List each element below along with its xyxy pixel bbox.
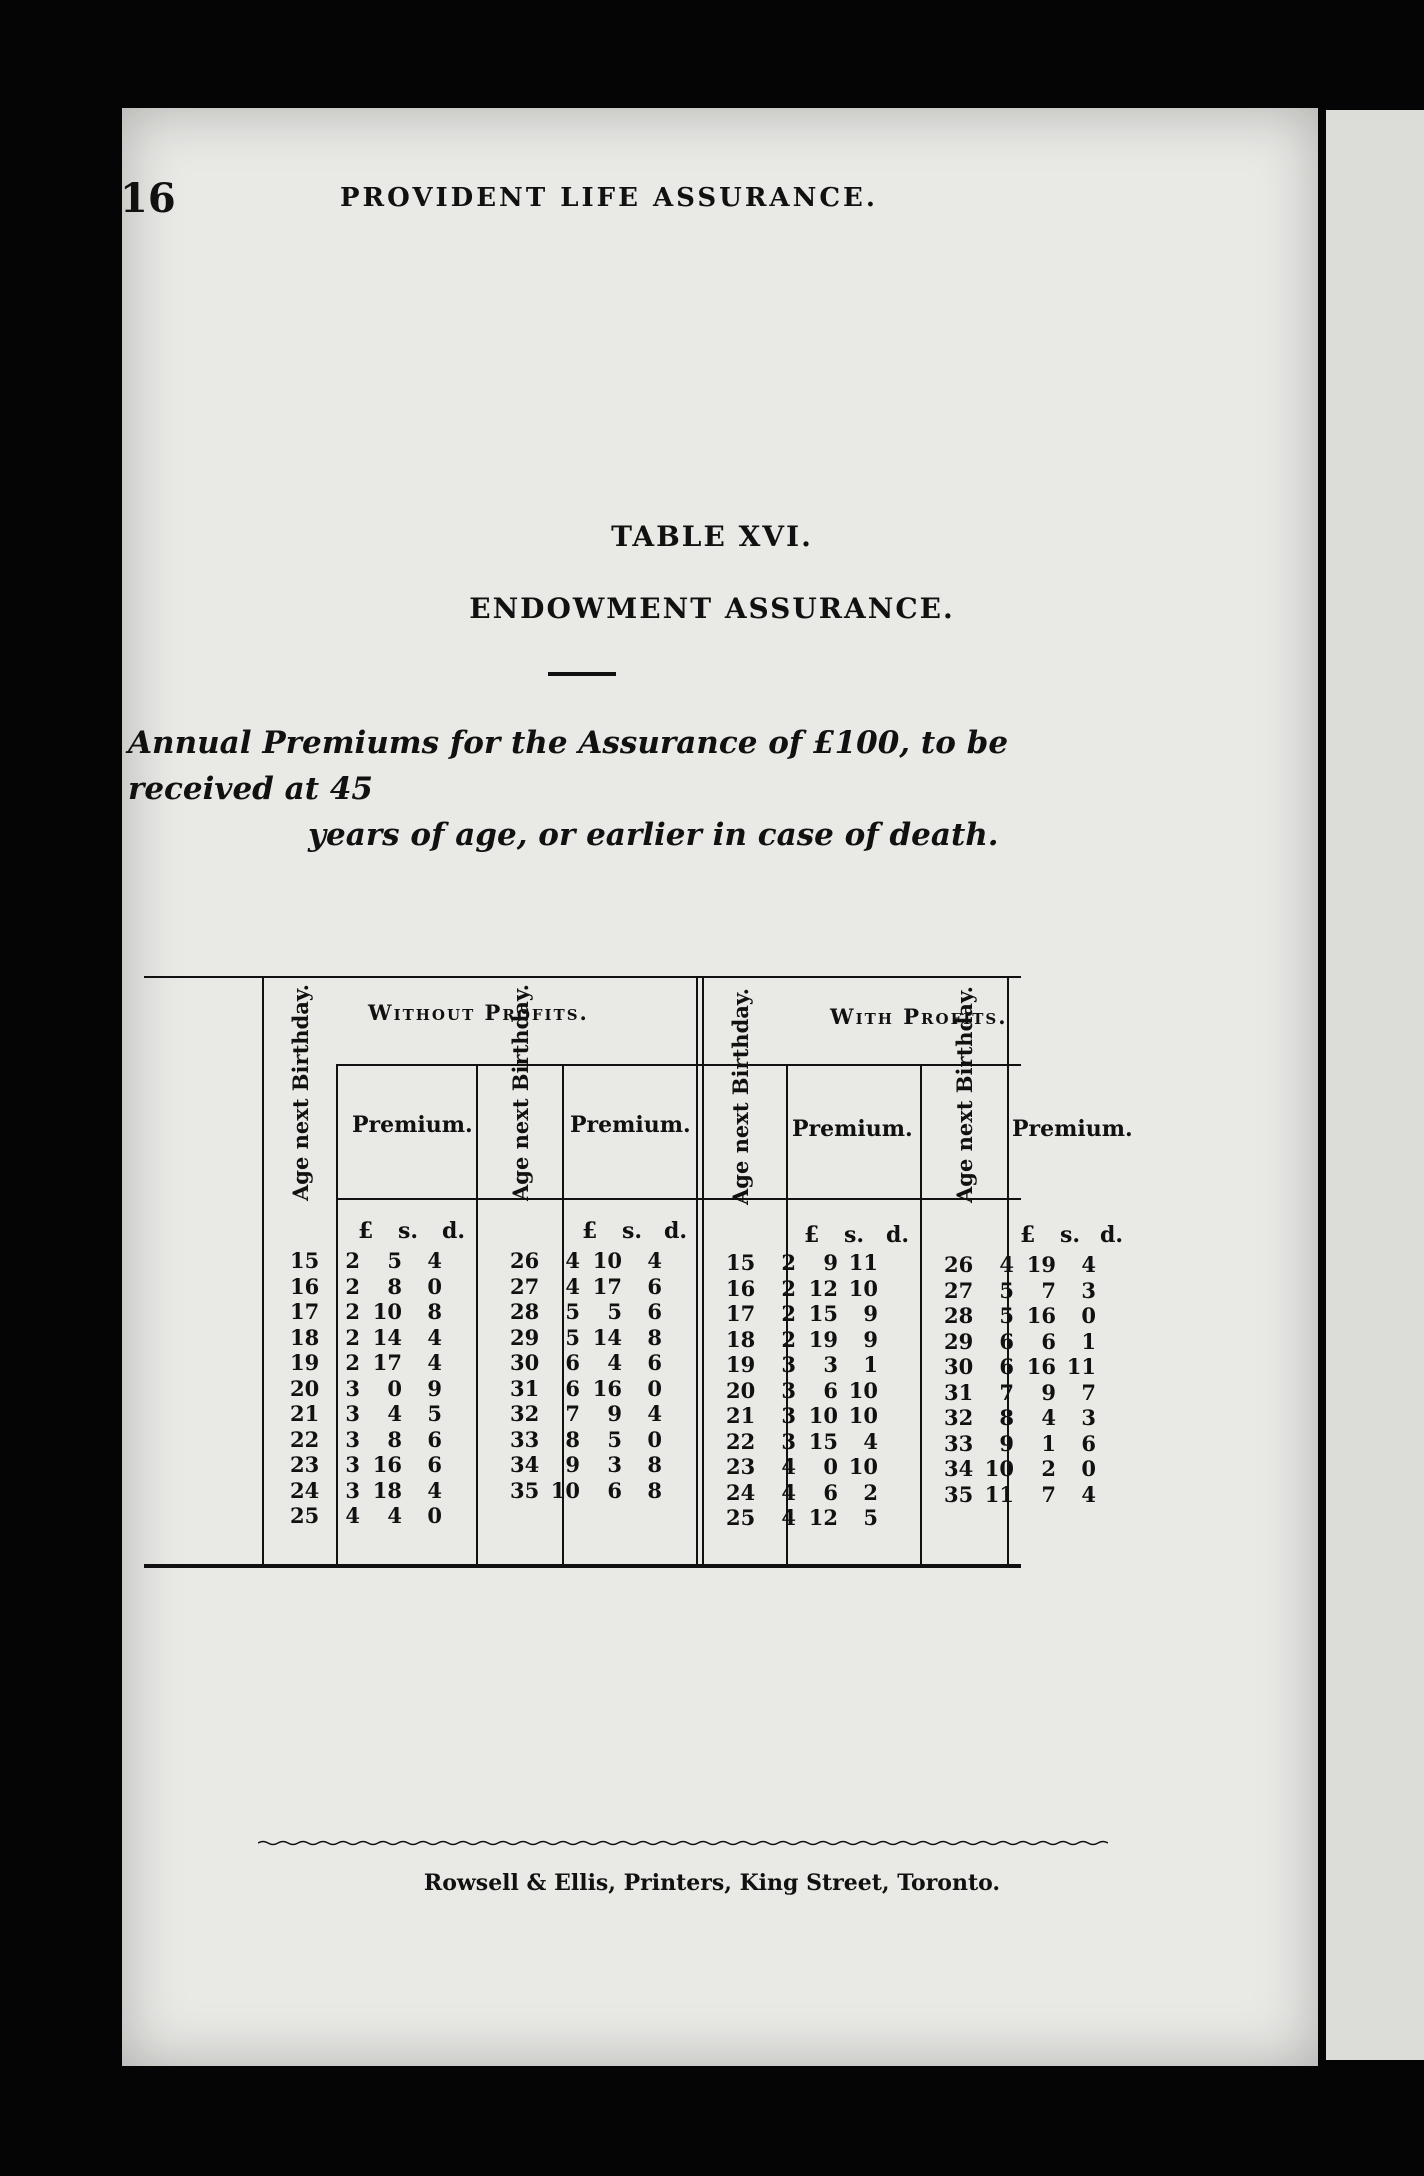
cell-age: 32 xyxy=(510,1401,540,1426)
cell-shillings: 17 xyxy=(372,1350,402,1375)
cell-pounds: 4 xyxy=(565,1273,580,1299)
cell-pence: 2 xyxy=(863,1479,878,1505)
cell-shillings: 1 xyxy=(1041,1430,1056,1456)
table-row xyxy=(726,1327,878,1353)
unit-pence: d. xyxy=(442,1218,466,1244)
premium-header: Premium. xyxy=(792,1116,913,1142)
table-row xyxy=(944,1354,1096,1380)
cell-age: 35 xyxy=(510,1477,540,1503)
cell-age: 21 xyxy=(726,1403,756,1428)
cell-shillings: 4 xyxy=(607,1350,622,1375)
cell-pence: 0 xyxy=(1081,1303,1096,1328)
table-row xyxy=(726,1429,878,1455)
cell-pounds: 5 xyxy=(999,1277,1014,1303)
cell-pounds: 2 xyxy=(781,1250,796,1275)
cell-shillings: 7 xyxy=(1041,1277,1056,1303)
table-row xyxy=(944,1303,1096,1329)
cell-pounds: 3 xyxy=(345,1426,360,1452)
cell-pounds: 3 xyxy=(345,1477,360,1503)
cell-pence: 6 xyxy=(647,1299,662,1324)
table-row xyxy=(510,1299,662,1325)
cell-pounds: 6 xyxy=(565,1375,580,1401)
cell-shillings: 9 xyxy=(607,1401,622,1426)
cell-pounds: 4 xyxy=(999,1252,1014,1277)
cell-pounds: 2 xyxy=(345,1350,360,1375)
cell-shillings: 4 xyxy=(387,1401,402,1426)
unit-shilling: s. xyxy=(844,1222,865,1248)
cell-pounds: 4 xyxy=(345,1503,360,1528)
table-row xyxy=(290,1452,442,1478)
cell-pence: 3 xyxy=(1081,1405,1096,1430)
cell-pounds: 2 xyxy=(345,1248,360,1273)
table-row xyxy=(944,1456,1096,1482)
cell-pounds: 4 xyxy=(781,1454,796,1479)
cell-pence: 9 xyxy=(427,1375,442,1401)
cell-pounds: 2 xyxy=(345,1324,360,1350)
cell-pence: 10 xyxy=(848,1454,878,1479)
table-row xyxy=(290,1478,442,1504)
unit-pound: £ xyxy=(804,1222,820,1248)
table-row xyxy=(510,1350,662,1376)
cell-pounds: 4 xyxy=(565,1248,580,1273)
cell-age: 22 xyxy=(290,1426,320,1452)
cell-age: 33 xyxy=(510,1426,540,1452)
cell-age: 26 xyxy=(944,1252,974,1277)
table-row xyxy=(726,1301,878,1327)
table-row xyxy=(944,1482,1096,1508)
cell-pounds: 3 xyxy=(781,1403,796,1428)
cell-pounds: 5 xyxy=(565,1299,580,1324)
cell-pence: 0 xyxy=(427,1273,442,1299)
cell-pence: 5 xyxy=(427,1401,442,1426)
cell-age: 21 xyxy=(290,1401,320,1426)
cell-pence: 8 xyxy=(647,1324,662,1350)
cell-shillings: 5 xyxy=(607,1426,622,1452)
cell-pounds: 6 xyxy=(999,1328,1014,1354)
cell-age: 17 xyxy=(290,1299,320,1324)
cell-age: 20 xyxy=(290,1375,320,1401)
age-header: Age next Birthday. xyxy=(508,984,533,1201)
with-profits-ages-26-35 xyxy=(944,1252,1096,1507)
cell-pence: 6 xyxy=(427,1426,442,1452)
cell-shillings: 10 xyxy=(372,1299,402,1324)
table-row xyxy=(944,1431,1096,1457)
cell-shillings: 5 xyxy=(387,1248,402,1273)
cell-pence: 0 xyxy=(1081,1456,1096,1481)
cell-age: 28 xyxy=(944,1303,974,1328)
cell-pence: 4 xyxy=(863,1428,878,1454)
cell-age: 23 xyxy=(290,1452,320,1477)
premium-header: Premium. xyxy=(352,1112,473,1138)
cell-pence: 4 xyxy=(427,1324,442,1350)
table-row xyxy=(944,1380,1096,1406)
table-title: TABLE XVI. xyxy=(611,520,813,553)
with-profits-ages-15-25 xyxy=(726,1250,878,1531)
cell-shillings: 15 xyxy=(808,1428,838,1454)
cell-pounds: 9 xyxy=(565,1452,580,1477)
unit-pence: d. xyxy=(1100,1222,1124,1248)
table-row xyxy=(290,1350,442,1376)
cell-pence: 3 xyxy=(1081,1277,1096,1303)
cell-age: 23 xyxy=(726,1454,756,1479)
cell-age: 28 xyxy=(510,1299,540,1324)
cell-pounds: 9 xyxy=(999,1430,1014,1456)
cell-pence: 7 xyxy=(1081,1379,1096,1405)
cell-pence: 6 xyxy=(647,1350,662,1375)
premium-header: Premium. xyxy=(570,1112,691,1138)
cell-shillings: 16 xyxy=(1026,1303,1056,1328)
cell-age: 26 xyxy=(510,1248,540,1273)
cell-pence: 9 xyxy=(863,1301,878,1326)
table-row xyxy=(944,1405,1096,1431)
cell-pounds: 4 xyxy=(781,1479,796,1505)
cell-age: 16 xyxy=(726,1275,756,1301)
cell-age: 29 xyxy=(944,1328,974,1354)
cell-pounds: 3 xyxy=(345,1375,360,1401)
cell-age: 30 xyxy=(510,1350,540,1375)
table-row xyxy=(510,1248,662,1274)
cell-pounds: 8 xyxy=(565,1426,580,1452)
cell-pence: 6 xyxy=(1081,1430,1096,1456)
cell-pounds: 10 xyxy=(550,1477,580,1503)
cell-age: 31 xyxy=(510,1375,540,1401)
cell-age: 33 xyxy=(944,1430,974,1456)
cell-age: 15 xyxy=(726,1250,756,1275)
cell-pounds: 5 xyxy=(999,1303,1014,1328)
without-profits-ages-26-35 xyxy=(510,1248,662,1503)
cell-pence: 4 xyxy=(427,1350,442,1375)
table-row xyxy=(726,1378,878,1404)
table-row xyxy=(726,1505,878,1531)
cell-shillings: 14 xyxy=(372,1324,402,1350)
table-row xyxy=(290,1503,442,1529)
cell-age: 15 xyxy=(290,1248,320,1273)
cell-age: 35 xyxy=(944,1481,974,1507)
table-row xyxy=(510,1274,662,1300)
cell-shillings: 6 xyxy=(823,1479,838,1505)
cell-shillings: 19 xyxy=(1026,1252,1056,1277)
unit-pence: d. xyxy=(664,1218,688,1244)
cell-shillings: 3 xyxy=(607,1452,622,1477)
cell-pence: 10 xyxy=(848,1403,878,1428)
table-row xyxy=(290,1401,442,1427)
cell-age: 19 xyxy=(290,1350,320,1375)
unit-pound: £ xyxy=(582,1218,598,1244)
cell-pence: 8 xyxy=(647,1452,662,1477)
cell-age: 34 xyxy=(510,1452,540,1477)
unit-shilling: s. xyxy=(398,1218,419,1244)
table-row xyxy=(510,1376,662,1402)
cell-pence: 6 xyxy=(427,1452,442,1477)
cell-pounds: 3 xyxy=(781,1352,796,1377)
without-profits-ages-15-25 xyxy=(290,1248,442,1529)
group-header-without-profits: Without Profits. xyxy=(368,1000,589,1025)
cell-pounds: 5 xyxy=(565,1324,580,1350)
unit-shilling: s. xyxy=(1060,1222,1081,1248)
table-row xyxy=(726,1250,878,1276)
cell-shillings: 3 xyxy=(823,1352,838,1377)
cell-age: 34 xyxy=(944,1456,974,1481)
cell-shillings: 6 xyxy=(1041,1328,1056,1354)
cell-shillings: 5 xyxy=(607,1299,622,1324)
cell-pence: 4 xyxy=(1081,1252,1096,1277)
cell-shillings: 18 xyxy=(372,1477,402,1503)
group-header-with-profits: With Profits. xyxy=(830,1004,1008,1029)
cell-shillings: 2 xyxy=(1041,1456,1056,1481)
caption-line-1: Annual Premiums for the Assurance of £100, to be received at 45 xyxy=(128,725,1009,807)
cell-shillings: 10 xyxy=(592,1248,622,1273)
cell-age: 17 xyxy=(726,1301,756,1326)
cell-shillings: 8 xyxy=(387,1273,402,1299)
cell-pence: 11 xyxy=(848,1250,878,1275)
cell-age: 25 xyxy=(726,1505,756,1530)
cell-age: 32 xyxy=(944,1405,974,1430)
cell-shillings: 16 xyxy=(372,1452,402,1477)
cell-age: 24 xyxy=(726,1479,756,1505)
cell-pence: 10 xyxy=(848,1275,878,1301)
table-row xyxy=(726,1454,878,1480)
cell-pounds: 11 xyxy=(984,1481,1014,1507)
cell-shillings: 16 xyxy=(1026,1354,1056,1379)
cell-pounds: 7 xyxy=(999,1379,1014,1405)
cell-pounds: 6 xyxy=(565,1350,580,1375)
table-row xyxy=(510,1401,662,1427)
cell-pence: 11 xyxy=(1066,1354,1096,1379)
cell-shillings: 6 xyxy=(607,1477,622,1503)
cell-age: 20 xyxy=(726,1377,756,1403)
cell-pence: 9 xyxy=(863,1326,878,1352)
cell-shillings: 0 xyxy=(823,1454,838,1479)
cell-shillings: 10 xyxy=(808,1403,838,1428)
cell-shillings: 9 xyxy=(1041,1379,1056,1405)
cell-age: 27 xyxy=(510,1273,540,1299)
cell-pounds: 2 xyxy=(345,1273,360,1299)
unit-pound: £ xyxy=(358,1218,374,1244)
cell-pence: 4 xyxy=(647,1248,662,1273)
cell-pounds: 4 xyxy=(781,1505,796,1530)
table-row xyxy=(290,1325,442,1351)
cell-shillings: 14 xyxy=(592,1324,622,1350)
cell-pounds: 3 xyxy=(781,1428,796,1454)
cell-pence: 4 xyxy=(427,1477,442,1503)
cell-age: 24 xyxy=(290,1477,320,1503)
cell-pounds: 2 xyxy=(781,1301,796,1326)
cell-shillings: 19 xyxy=(808,1326,838,1352)
cell-pence: 8 xyxy=(647,1477,662,1503)
table-row xyxy=(726,1276,878,1302)
cell-pence: 8 xyxy=(427,1299,442,1324)
cell-shillings: 16 xyxy=(592,1375,622,1401)
table-row xyxy=(290,1427,442,1453)
cell-pence: 0 xyxy=(647,1375,662,1401)
cell-age: 22 xyxy=(726,1428,756,1454)
table-subtitle: ENDOWMENT ASSURANCE. xyxy=(469,592,955,625)
cell-shillings: 8 xyxy=(387,1426,402,1452)
cell-age: 18 xyxy=(726,1326,756,1352)
table-row xyxy=(290,1299,442,1325)
table-row xyxy=(726,1480,878,1506)
cell-age: 18 xyxy=(290,1324,320,1350)
cell-shillings: 12 xyxy=(808,1275,838,1301)
cell-shillings: 15 xyxy=(808,1301,838,1326)
cell-age: 25 xyxy=(290,1503,320,1528)
cell-pounds: 8 xyxy=(999,1405,1014,1430)
cell-shillings: 9 xyxy=(823,1250,838,1275)
table-row xyxy=(290,1274,442,1300)
cell-pence: 4 xyxy=(1081,1481,1096,1507)
cell-shillings: 6 xyxy=(823,1377,838,1403)
cell-pence: 1 xyxy=(1081,1328,1096,1354)
table-row xyxy=(944,1278,1096,1304)
table-row xyxy=(726,1403,878,1429)
table-row xyxy=(290,1248,442,1274)
cell-pence: 4 xyxy=(647,1401,662,1426)
cell-pounds: 10 xyxy=(984,1456,1014,1481)
caption-line-2: years of age, or earlier in case of death. xyxy=(308,817,999,853)
running-head: PROVIDENT LIFE ASSURANCE. xyxy=(340,183,878,213)
table-row xyxy=(944,1252,1096,1278)
cell-shillings: 4 xyxy=(387,1503,402,1528)
table-row xyxy=(944,1329,1096,1355)
cell-age: 16 xyxy=(290,1273,320,1299)
cell-pence: 1 xyxy=(863,1352,878,1377)
table-row xyxy=(726,1352,878,1378)
age-header: Age next Birthday. xyxy=(728,988,753,1205)
age-header: Age next Birthday. xyxy=(288,984,313,1201)
cell-pounds: 2 xyxy=(781,1275,796,1301)
cell-pence: 6 xyxy=(647,1273,662,1299)
cell-pence: 5 xyxy=(863,1505,878,1530)
cell-shillings: 0 xyxy=(387,1375,402,1401)
cell-pounds: 3 xyxy=(345,1401,360,1426)
unit-pence: d. xyxy=(886,1222,910,1248)
cell-pounds: 7 xyxy=(565,1401,580,1426)
cell-age: 29 xyxy=(510,1324,540,1350)
cell-pence: 10 xyxy=(848,1377,878,1403)
cell-age: 30 xyxy=(944,1354,974,1379)
cell-age: 31 xyxy=(944,1379,974,1405)
cell-age: 27 xyxy=(944,1277,974,1303)
cell-age: 19 xyxy=(726,1352,756,1377)
cell-pence: 0 xyxy=(427,1503,442,1528)
cell-pence: 4 xyxy=(427,1248,442,1273)
cell-pounds: 3 xyxy=(781,1377,796,1403)
cell-shillings: 12 xyxy=(808,1505,838,1530)
cell-pounds: 2 xyxy=(345,1299,360,1324)
cell-pounds: 3 xyxy=(345,1452,360,1477)
unit-pound: £ xyxy=(1020,1222,1036,1248)
table-row xyxy=(510,1427,662,1453)
table-row xyxy=(290,1376,442,1402)
table-row xyxy=(510,1452,662,1478)
cell-pounds: 2 xyxy=(781,1326,796,1352)
page-number: 16 xyxy=(120,175,176,222)
cell-shillings: 7 xyxy=(1041,1481,1056,1507)
cell-shillings: 17 xyxy=(592,1273,622,1299)
premium-header: Premium. xyxy=(1012,1116,1133,1142)
cell-pounds: 6 xyxy=(999,1354,1014,1379)
footer-wavy-rule xyxy=(258,1840,1108,1846)
cell-pence: 0 xyxy=(647,1426,662,1452)
age-header: Age next Birthday. xyxy=(952,986,977,1203)
table-row xyxy=(510,1325,662,1351)
unit-shilling: s. xyxy=(622,1218,643,1244)
cell-shillings: 4 xyxy=(1041,1405,1056,1430)
table-row xyxy=(510,1478,662,1504)
printer-imprint: Rowsell & Ellis, Printers, King Street, Toronto. xyxy=(423,1870,1001,1896)
